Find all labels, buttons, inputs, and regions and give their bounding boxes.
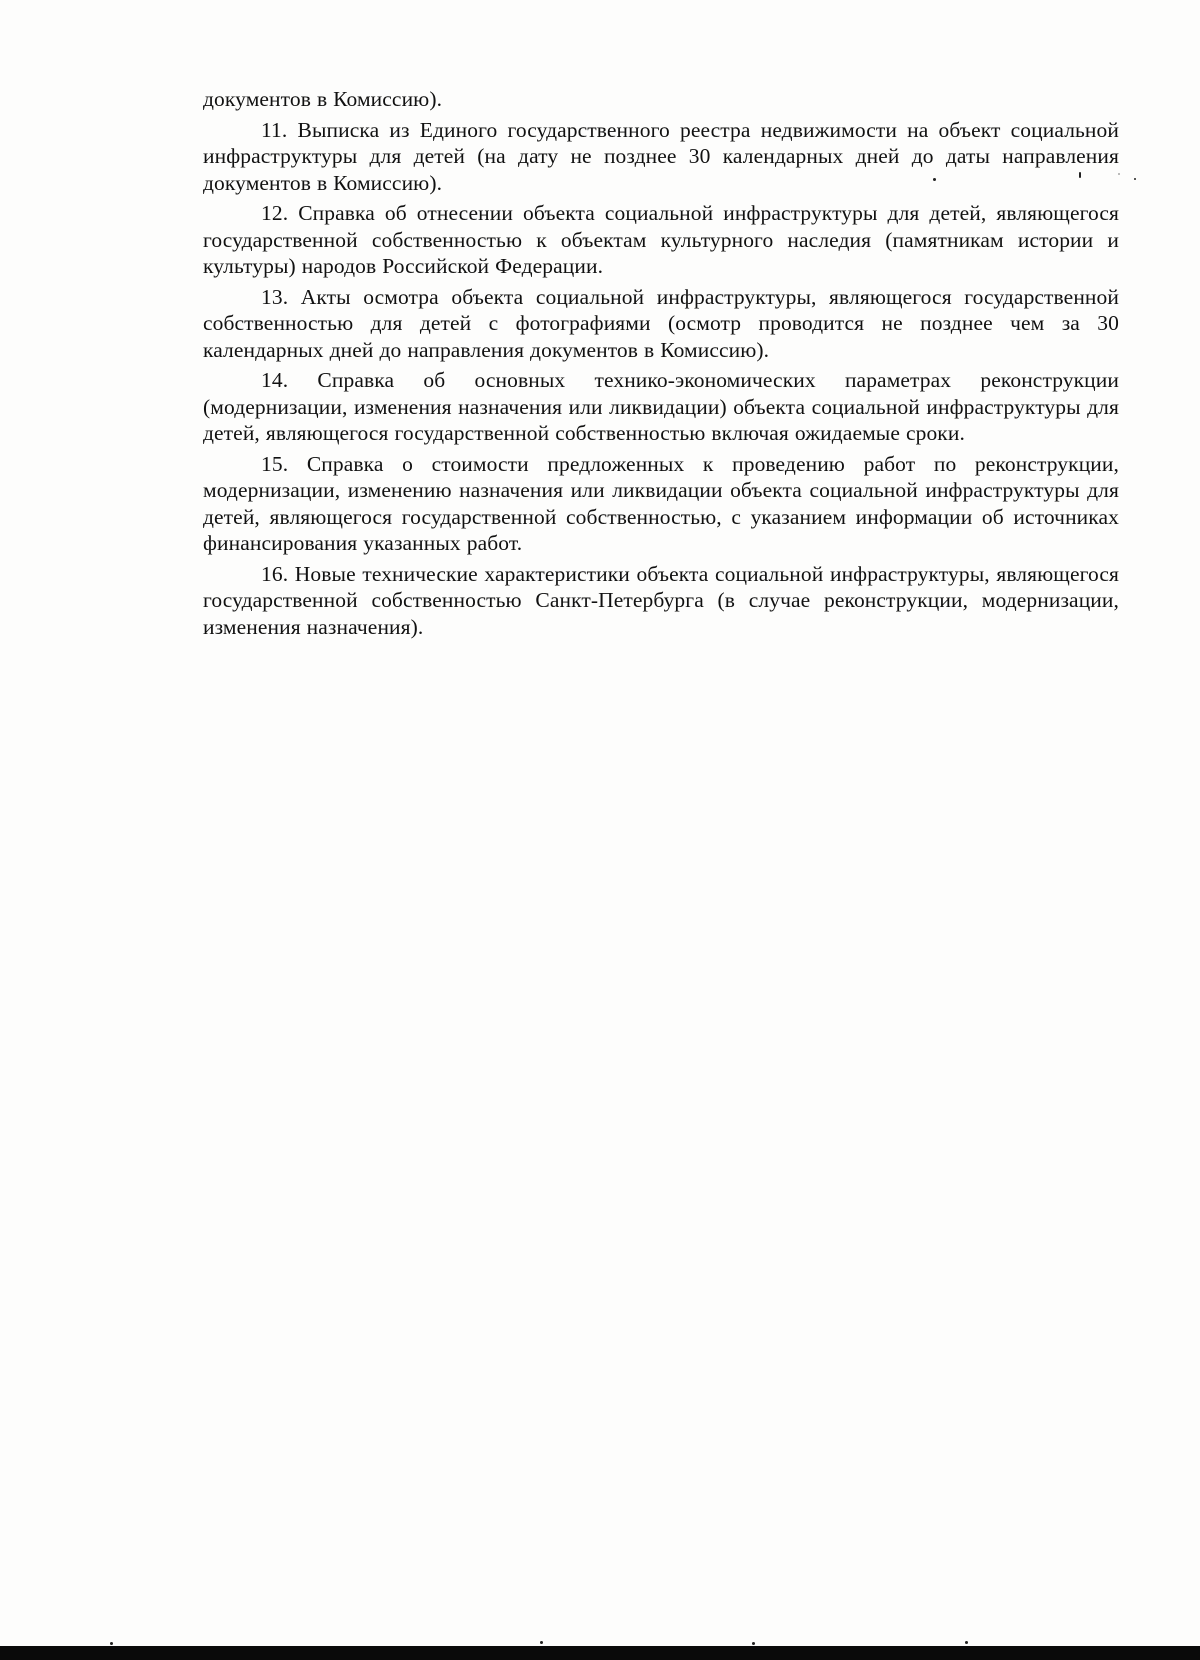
paragraph-item-13: 13. Акты осмотра объекта социальной инфраструктуры, являющегося государственной собственностью для детей с фотографиями (осмотр проводится не позднее чем за 30 календарных дней до направления документов в Комиссию). [203, 284, 1119, 362]
paragraph-item-15: 15. Справка о стоимости предложенных к проведению работ по реконструкции, модернизации, изменению назначения или ликвидации объекта социальной инфраструктуры для детей, являющегося государственной собственностью, с указанием информации об источниках финансирования указанных работ. [203, 451, 1119, 555]
scan-speck [933, 178, 936, 181]
paragraph-item-16: 16. Новые технические характеристики объекта социальной инфраструктуры, являющегося государственной собственностью Санкт-Петербурга (в случае реконструкции, модернизации, изменения назначения). [203, 561, 1119, 639]
scan-speck [110, 1642, 113, 1645]
scan-speck [965, 1641, 968, 1644]
scan-speck [1118, 173, 1120, 175]
scan-speck [1079, 172, 1081, 178]
paragraph-item-12: 12. Справка об отнесении объекта социальной инфраструктуры для детей, являющегося государственной собственностью к объектам культурного наследия (памятникам истории и культуры) народов Российской Федерации. [203, 201, 1119, 278]
paragraph-continuation: документов в Комиссию). [203, 87, 443, 111]
scan-bottom-edge [0, 1646, 1200, 1660]
scan-speck [752, 1642, 755, 1645]
scan-speck [1134, 178, 1136, 180]
scan-speck [540, 1641, 543, 1644]
document-body [203, 86, 1119, 640]
paragraph-item-11: 11. Выписка из Единого государственного реестра недвижимости на объект социальной инфраструктуры для детей (на дату не позднее 30 календарных дней до даты направления документов в Комиссию). [203, 117, 1119, 195]
paragraph-item-14: 14. Справка об основных технико-экономических параметрах реконструкции (модернизации, изменения назначения или ликвидации) объекта социальной инфраструктуры для детей, являющегося государственной собственностью включая ожидаемые сроки. [203, 368, 1119, 445]
